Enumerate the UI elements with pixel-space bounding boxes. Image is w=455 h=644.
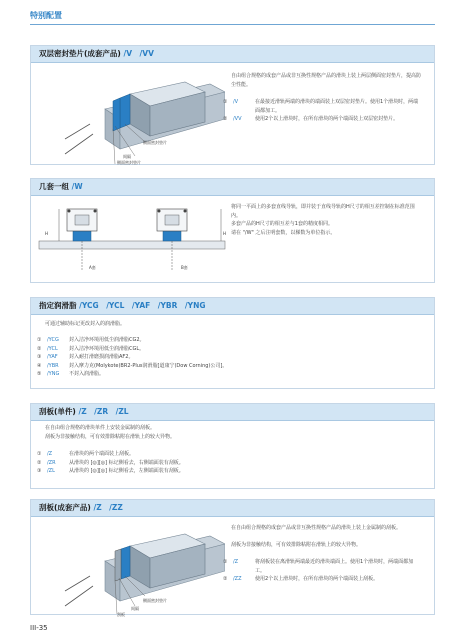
- option-item: [223, 575, 423, 584]
- section-intro: 在自由组合规格的滑块单件上安装金属制的刮板。: [45, 425, 156, 431]
- option-code: /VV: [233, 116, 242, 122]
- section-heading: [31, 298, 434, 315]
- option-item: [37, 345, 427, 354]
- section-heading-text: 双层密封垫片(成套产品): [39, 49, 121, 58]
- option-number: ②: [223, 116, 228, 122]
- option-item: [37, 362, 427, 371]
- option-desc: 封入耐打滑磨损润滑脂AF2。: [69, 354, 134, 360]
- callout-side-seal-2: 侧面密封垫片: [117, 160, 141, 165]
- section-heading: [31, 500, 434, 517]
- label-set-b: B套: [181, 265, 188, 270]
- callout-scraper: 刮板: [117, 612, 125, 617]
- option-code: /YCL: [47, 345, 58, 352]
- option-desc: 封入洁净环境用低尘润滑脂CG2。: [69, 337, 145, 343]
- option-desc: 使用2个以上滑块时，在所有滑块的两个端面装上刮板。: [255, 576, 379, 582]
- option-number: ①: [223, 99, 228, 105]
- option-desc: 不封入润滑脂。: [69, 371, 105, 377]
- option-desc: 封入摩力克(Molykote)BR2-Plus润滑脂[道康宁(Dow Corning)公司]。: [69, 362, 228, 369]
- option-item: [223, 558, 423, 575]
- option-code: /Z: [233, 559, 239, 565]
- option-item: [37, 336, 427, 345]
- option-item: [223, 115, 423, 124]
- option-code: /ZR: [47, 459, 56, 466]
- section-intro-2: 刮板为非接触结构，可有效排除粘附在滑轨上的较大异物。: [231, 542, 362, 548]
- option-list: [37, 450, 427, 476]
- label-h-left: H: [45, 231, 49, 236]
- label-h-right: H: [223, 231, 227, 236]
- callout-spacer: 间隔: [131, 606, 139, 611]
- scraper-set-figure: [35, 516, 225, 616]
- option-code: /ZL: [47, 468, 55, 474]
- callout-spacer: 间隔: [123, 154, 131, 159]
- page-title: 特别配置: [30, 11, 62, 20]
- option-item: [37, 467, 427, 476]
- option-item: [223, 98, 423, 115]
- section-heading: [31, 179, 434, 196]
- option-code: /YBR: [47, 362, 59, 369]
- section-heading: [31, 46, 434, 63]
- section-heading: [31, 404, 434, 421]
- option-number: ②: [37, 459, 42, 466]
- option-desc: 从滑块的 [◎][◎] 标记侧看去，左侧端面装有刮板。: [69, 468, 184, 474]
- option-desc: 从滑块的 [◎][◎] 标记侧看去，右侧端面装有刮板。: [69, 459, 184, 466]
- option-number: ①: [223, 559, 228, 565]
- option-item: [37, 450, 427, 459]
- section-scraper-single: [30, 403, 435, 489]
- option-code: /Z: [47, 451, 53, 457]
- option-number: ③: [37, 354, 42, 360]
- option-number: ③: [37, 468, 42, 474]
- option-code: /YNG: [47, 371, 60, 377]
- section-set: [30, 178, 435, 283]
- option-number: ⑤: [37, 371, 42, 377]
- section-heading-text: 几套一组: [39, 182, 69, 191]
- section-intro-2: 多套产品的H尺寸的相互差与1套的精度相同。: [231, 221, 333, 227]
- section-intro: 可通过辅助标记更改封入的润滑脂。: [45, 321, 126, 327]
- section-intro-2: 刮板为非接触结构，可有效排除粘附在滑轨上的较大异物。: [45, 434, 176, 440]
- page-number: III-35: [30, 624, 48, 632]
- callout-side-seal-1: 侧面密封垫片: [143, 140, 167, 145]
- callout-side-seal: 侧面密封垫片: [143, 598, 167, 603]
- option-desc: 在最接近滑轨两端的滑块的端面装上双层密封垫片。使用1个滑块时，两端面都加工。: [255, 99, 419, 114]
- section-codes: /W: [71, 182, 83, 191]
- double-seal-figure: [35, 64, 225, 164]
- option-item: [37, 459, 427, 468]
- section-codes: /YCG /YCL /YAF /YBR /YNG: [79, 301, 206, 310]
- option-code: /V: [233, 99, 239, 105]
- option-code: /YAF: [47, 354, 58, 360]
- title-rule: [30, 24, 435, 25]
- option-list: [223, 558, 423, 584]
- option-item: [37, 353, 427, 362]
- section-intro: 在自由组合规格的成套产品或非互换性规格产品的滑块上装上金属制的刮板。: [231, 525, 402, 531]
- option-desc: 在滑块的两个端面装上刮板。: [69, 451, 135, 457]
- section-codes: /Z /ZR /ZL: [78, 407, 129, 416]
- section-codes: /V /VV: [123, 49, 154, 58]
- option-desc: 使用2个以上滑块时，在所有滑块的两个端面装上双层密封垫片。: [255, 116, 399, 122]
- option-list: [223, 98, 423, 124]
- section-intro: 将同一平面上的多套直线导轨，即并装于直线导轨的H尺寸的相互差控制在标准范围内。: [231, 204, 415, 219]
- option-code: /ZZ: [233, 576, 242, 582]
- section-heading-text: 刮板(单件): [39, 407, 76, 416]
- section-codes: /Z /ZZ: [93, 503, 123, 512]
- option-desc: 将刮板装在离滑轨两端最近的滑块端面上。使用1个滑块时，两端面都加工。: [255, 559, 414, 574]
- option-list: [37, 336, 427, 379]
- section-heading-text: 指定润滑脂: [39, 301, 77, 310]
- option-item: [37, 370, 427, 379]
- section-double-seal: [30, 45, 435, 165]
- set-figure: [35, 201, 230, 281]
- option-desc: 封入洁净环境用低尘润滑脂CGL。: [69, 345, 145, 352]
- section-scraper-set: [30, 499, 435, 615]
- section-intro-3: 请在 "/W" 之后注明套数，以梯数为单位指示。: [231, 230, 336, 236]
- option-number: ②: [223, 576, 228, 582]
- option-code: /YCG: [47, 337, 59, 343]
- section-grease: [30, 297, 435, 389]
- option-number: ①: [37, 451, 42, 457]
- option-number: ①: [37, 337, 42, 343]
- section-intro: 自由组合规格的成套产品或非互换性规格产品的滑块上装上两层侧面密封垫片，提高防尘性能。: [231, 73, 422, 88]
- label-set-a: A套: [89, 265, 96, 270]
- option-number: ④: [37, 362, 42, 369]
- option-number: ②: [37, 345, 42, 352]
- section-heading-text: 刮板(成套产品): [39, 503, 91, 512]
